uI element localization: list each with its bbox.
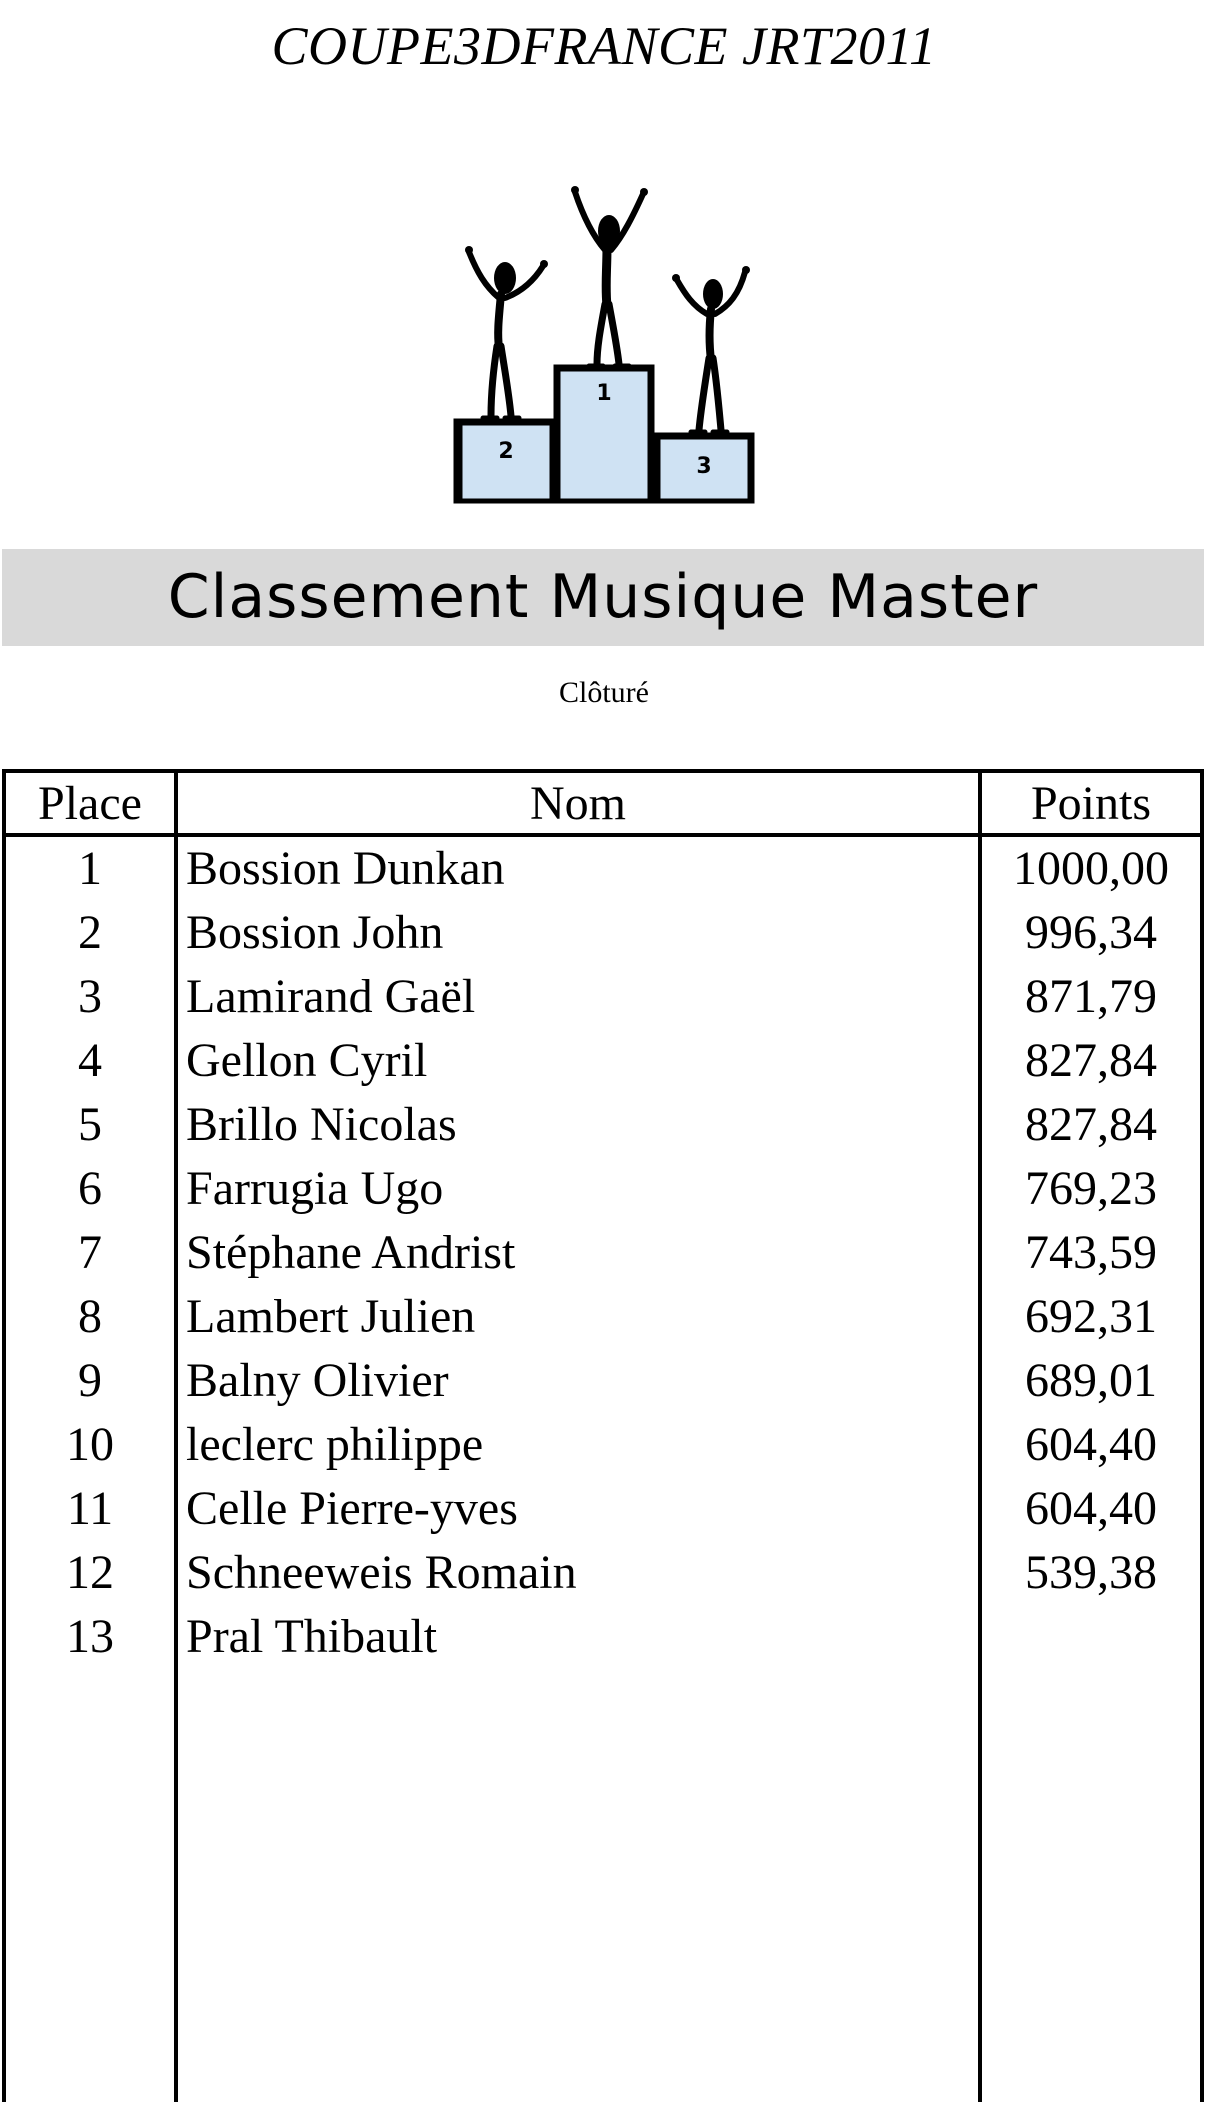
place-cell: 5 <box>78 1098 102 1151</box>
podium-icon <box>447 176 777 504</box>
name-cell: Lambert Julien <box>186 1290 476 1343</box>
points-cell: 827,84 <box>1025 1034 1157 1087</box>
name-cell: Bossion Dunkan <box>186 842 505 895</box>
name-cell: Brillo Nicolas <box>186 1098 457 1151</box>
place-cell: 7 <box>78 1226 102 1279</box>
name-cell: leclerc philippe <box>186 1418 484 1471</box>
points-cell: 827,84 <box>1025 1098 1157 1151</box>
name-cell: Schneeweis Romain <box>186 1546 577 1599</box>
place-cell: 8 <box>78 1290 102 1343</box>
podium-number-first: 1 <box>596 381 612 406</box>
table-row <box>6 1221 1200 1285</box>
place-cell: 2 <box>78 906 102 959</box>
points-cell: 604,40 <box>1025 1482 1157 1535</box>
name-cell: Pral Thibault <box>186 1610 438 1663</box>
points-cell: 769,23 <box>1025 1162 1157 1215</box>
podium-number-third: 3 <box>696 454 712 479</box>
results-table <box>2 769 1204 2102</box>
points-cell: 1000,00 <box>1013 842 1169 895</box>
name-cell: Balny Olivier <box>186 1354 449 1407</box>
column-header-place: Place <box>38 777 142 830</box>
points-cell: 689,01 <box>1025 1354 1157 1407</box>
points-cell: 871,79 <box>1025 970 1157 1023</box>
table-row <box>6 1029 1200 1093</box>
podium-figure-first <box>571 186 648 366</box>
place-cell: 6 <box>78 1162 102 1215</box>
status-text: Clôturé <box>559 676 649 709</box>
table-row <box>6 837 1200 901</box>
podium-number-second: 2 <box>498 439 514 464</box>
table-row <box>6 1157 1200 1221</box>
name-cell: Celle Pierre-yves <box>186 1482 518 1535</box>
table-row <box>6 1413 1200 1477</box>
place-cell: 1 <box>78 842 102 895</box>
place-cell: 4 <box>78 1034 102 1087</box>
place-cell: 13 <box>66 1610 114 1663</box>
table-row <box>6 1349 1200 1413</box>
event-title: COUPE3DFRANCE JRT2011 <box>271 16 937 76</box>
table-row <box>6 1285 1200 1349</box>
points-cell: 604,40 <box>1025 1418 1157 1471</box>
podium-figure-third <box>672 266 750 432</box>
ranking-title: Classement Musique Master <box>2 549 1204 646</box>
table-row <box>6 1093 1200 1157</box>
table-row <box>6 1605 1200 1669</box>
column-header-points: Points <box>1030 777 1152 830</box>
table-body <box>6 837 1200 1669</box>
place-cell: 10 <box>66 1418 114 1471</box>
place-cell: 3 <box>78 970 102 1023</box>
points-cell: 743,59 <box>1025 1226 1157 1279</box>
points-cell: 692,31 <box>1025 1290 1157 1343</box>
points-cell <box>982 1605 1200 1669</box>
table-row <box>6 965 1200 1029</box>
name-cell: Bossion John <box>186 906 444 959</box>
table-row <box>6 1541 1200 1605</box>
table-row <box>6 901 1200 965</box>
name-cell: Lamirand Gaël <box>186 970 476 1023</box>
name-cell: Gellon Cyril <box>186 1034 428 1087</box>
place-cell: 11 <box>66 1482 114 1535</box>
points-cell: 996,34 <box>1025 906 1157 959</box>
place-cell: 9 <box>78 1354 102 1407</box>
place-cell: 12 <box>66 1546 114 1599</box>
name-cell: Farrugia Ugo <box>186 1162 444 1215</box>
table-row <box>6 1477 1200 1541</box>
column-header-name: Nom <box>530 777 626 830</box>
name-cell: Stéphane Andrist <box>186 1226 516 1279</box>
podium-figure-second <box>465 246 548 418</box>
points-cell: 539,38 <box>1025 1546 1157 1599</box>
